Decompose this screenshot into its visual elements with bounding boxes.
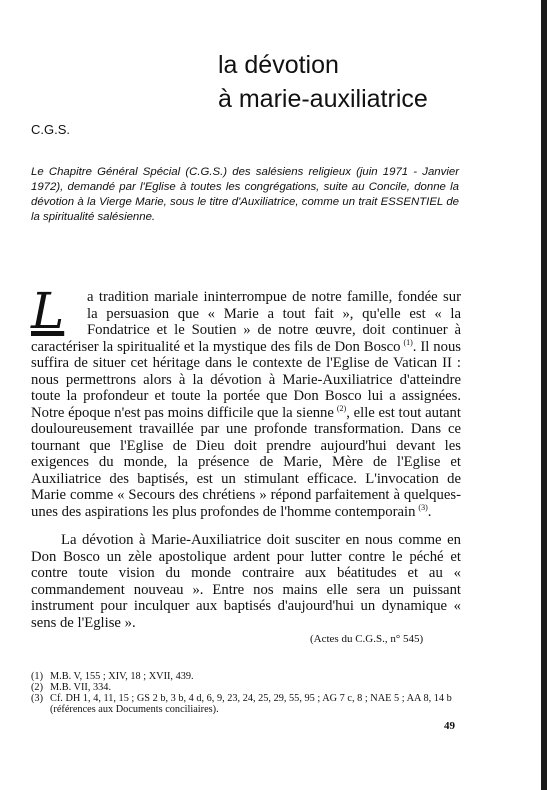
page-edge-shadow: [541, 0, 547, 790]
footnote-number: (2): [31, 682, 44, 693]
author: C.G.S.: [31, 122, 71, 137]
paragraph-1-part-c: , elle est tout autant douloureusement travaillée par une profonde transformation. Dans ce tournant que l'Eglise de Dieu doit prendre aujourd'hui devant les exigences du monde, la présence de Marie, Mère de l'Eglise et Auxiliatrice des baptisés, est un stimulant efficace. L'invocation de Marie comme « Secours des chrétiens » répond parfaitement à quelques-unes des aspirations les plus profondes de l'homme contemporain: [31, 404, 461, 520]
footnote-number: (3): [31, 693, 44, 704]
paragraph-1-part-b: . Il nous suffira de situer cet héritage dans le contexte de l'Eglise de Vatican II : nous permettrons alors à la dévotion à Marie-Auxiliatrice d'atteindre toute la profondeur et toute la portée que Don Bosco lui a assignées. Notre époque n'est pas moins difficile que la sienne: [31, 338, 461, 421]
footnote-text: M.B. VII, 334.: [50, 682, 112, 693]
footnotes: [31, 671, 463, 715]
paragraph-1-part-a: a tradition mariale ininterrompue de notre famille, fondée sur la persuasion que « Marie a tout fait », qu'elle est « la Fondatrice et le Soutien » de notre œuvre, doit continuer à caractériser la spiritualité et la mystique des fils de Don Bosco: [31, 289, 461, 355]
title-line-1: la dévotion: [218, 51, 339, 79]
citation: (Actes du C.G.S., n° 545): [310, 633, 424, 645]
footnote-text: Cf. DH 1, 4, 11, 15 ; GS 2 b, 3 b, 4 d, 6, 9, 23, 24, 25, 29, 55, 95 ; AG 7 c, 8 ; NAE 5 ; AA 8, 14 b (références aux Documents conciliaires).: [50, 693, 452, 715]
footnote-text: M.B. V, 155 ; XIV, 18 ; XVII, 439.: [50, 671, 194, 682]
page-number: 49: [444, 720, 455, 732]
footnote-2: [31, 682, 463, 693]
paragraph-1-part-d: .: [427, 503, 432, 520]
footnote-ref-3[interactable]: (3): [418, 502, 428, 512]
footnote-ref-1[interactable]: (1): [403, 337, 413, 347]
title-line-2: à marie-auxiliatrice: [218, 85, 428, 113]
footnote-number: (1): [31, 671, 44, 682]
footnote-3: [31, 693, 463, 715]
body-paragraph-1: [31, 282, 461, 520]
body-paragraph-2: La dévotion à Marie-Auxiliatrice doit susciter en nous comme en Don Bosco un zèle apostolique ardent pour lutter contre le péché et contre toute vision du monde contraire aux béatitudes et au « commandement nouveau ». Entre nos mains elle sera un puissant instrument pour inculquer aux baptisés d'aujourd'hui un dynamique « sens de l'Eglise ».: [31, 532, 461, 631]
footnote-ref-2[interactable]: (2): [336, 403, 347, 413]
footnote-1: [31, 671, 463, 682]
intro-paragraph: Le Chapitre Général Spécial (C.G.S.) des salésiens religieux (juin 1971 - Janvier 1972), demandé par l'Eglise à toutes les congrégations, suite au Concile, donne la dévotion à la Vierge Marie, sous le titre d'Auxiliatrice, comme un trait ESSENTIEL de la spiritualité salésienne.: [31, 166, 459, 223]
drop-cap: L: [31, 282, 65, 340]
